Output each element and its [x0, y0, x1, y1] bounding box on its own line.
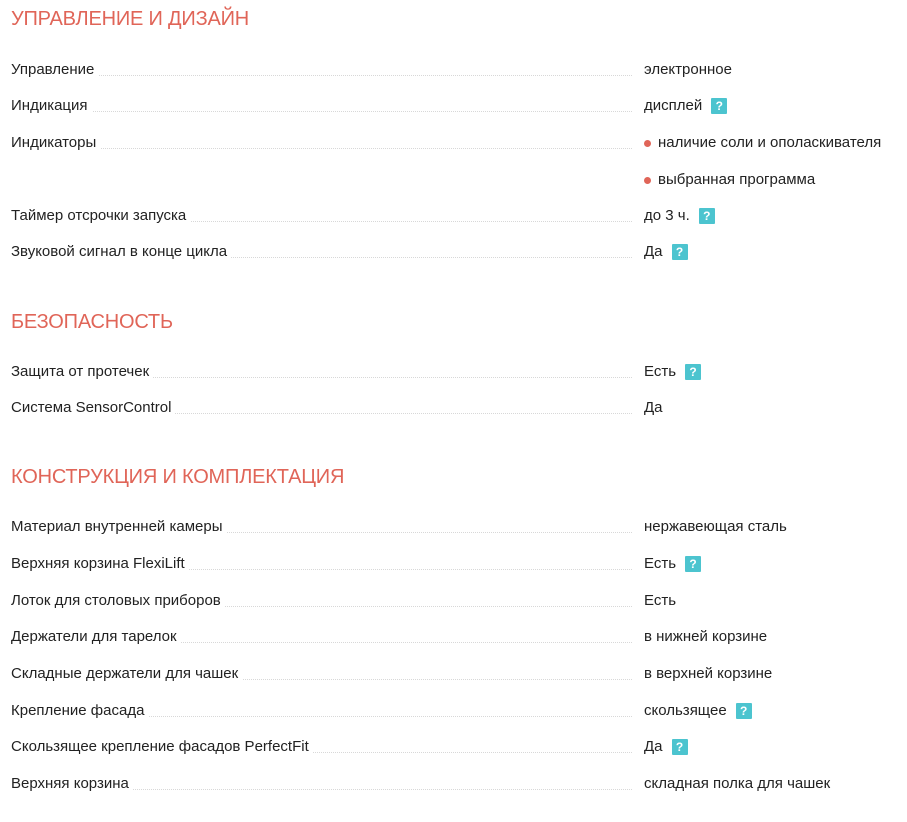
- spec-value: Есть: [644, 592, 677, 609]
- help-icon[interactable]: ?: [672, 739, 688, 755]
- spec-value-wrap: [644, 627, 767, 647]
- spec-value-wrap: [644, 242, 688, 262]
- spec-value: дисплей: [644, 97, 703, 114]
- dotted-leader: [11, 111, 632, 112]
- spec-row-plate-holders: [0, 627, 907, 649]
- spec-value: в верхней корзине: [644, 665, 773, 682]
- section-title-safety: БЕЗОПАСНОСТЬ: [11, 311, 173, 333]
- spec-value: электронное: [644, 61, 732, 78]
- section-title-construction: КОНСТРУКЦИЯ И КОМПЛЕКТАЦИЯ: [11, 466, 345, 488]
- spec-row-indicators-cont: [0, 170, 907, 192]
- spec-row-sensorcontrol: [0, 398, 907, 420]
- spec-row-leak-protection: [0, 362, 907, 384]
- spec-value-wrap: [644, 517, 787, 537]
- dotted-leader: [11, 75, 632, 76]
- section-title-controls: УПРАВЛЕНИЕ И ДИЗАЙН: [11, 8, 250, 30]
- dotted-leader: [11, 148, 632, 149]
- spec-label: Складные держатели для чашек: [11, 664, 242, 684]
- spec-label: Звуковой сигнал в конце цикла: [11, 242, 231, 262]
- spec-value-wrap: [644, 133, 881, 153]
- spec-value-wrap: [644, 206, 715, 226]
- spec-value: Да: [644, 399, 663, 416]
- spec-value-wrap: [644, 96, 727, 116]
- spec-value-wrap: [644, 398, 663, 418]
- spec-row-delay-timer: [0, 206, 907, 228]
- spec-label: Верхняя корзина FlexiLift: [11, 554, 189, 574]
- spec-row-perfectfit: [0, 737, 907, 759]
- spec-value-wrap: [644, 774, 830, 794]
- spec-label: Индикация: [11, 96, 92, 116]
- help-icon[interactable]: ?: [685, 556, 701, 572]
- spec-label: Скользящее крепление фасадов PerfectFit: [11, 737, 313, 757]
- bullet-icon: [644, 177, 651, 184]
- help-icon[interactable]: ?: [685, 364, 701, 380]
- spec-label: Управление: [11, 60, 98, 80]
- spec-row-upper-basket: [0, 774, 907, 796]
- spec-row-end-signal: [0, 242, 907, 264]
- spec-label: Защита от протечек: [11, 362, 153, 382]
- spec-row-door-mount: [0, 701, 907, 723]
- spec-label: Материал внутренней камеры: [11, 517, 226, 537]
- spec-value: Есть: [644, 555, 677, 572]
- spec-label: Крепление фасада: [11, 701, 148, 721]
- spec-value: Да: [644, 243, 663, 260]
- spec-label: Система SensorControl: [11, 398, 175, 418]
- spec-row-cup-holders: [0, 664, 907, 686]
- spec-row-flexilift: [0, 554, 907, 576]
- spec-label: Держатели для тарелок: [11, 627, 181, 647]
- help-icon[interactable]: ?: [736, 703, 752, 719]
- spec-value-wrap: [644, 554, 701, 574]
- help-icon[interactable]: ?: [672, 244, 688, 260]
- spec-label: Таймер отсрочки запуска: [11, 206, 190, 226]
- spec-value-wrap: [644, 664, 772, 684]
- spec-value-wrap: [644, 737, 688, 757]
- spec-value: Есть: [644, 363, 677, 380]
- spec-value-wrap: [644, 170, 815, 190]
- spec-label: Индикаторы: [11, 133, 100, 153]
- spec-value: нержавеющая сталь: [644, 518, 787, 535]
- spec-label: Лоток для столовых приборов: [11, 591, 225, 611]
- spec-value: скользящее: [644, 702, 727, 719]
- spec-value-wrap: [644, 591, 676, 611]
- spec-value: до 3 ч.: [644, 207, 690, 224]
- spec-label: Верхняя корзина: [11, 774, 133, 794]
- spec-value-wrap: [644, 701, 752, 721]
- spec-row-indicators: [0, 133, 907, 155]
- spec-value: Да: [644, 738, 663, 755]
- spec-row-cutlery-tray: [0, 591, 907, 613]
- spec-value: в нижней корзине: [644, 628, 768, 645]
- spec-value-wrap: [644, 362, 701, 382]
- spec-row-control: [0, 60, 907, 82]
- spec-value-wrap: [644, 60, 732, 80]
- help-icon[interactable]: ?: [699, 208, 715, 224]
- bullet-icon: [644, 140, 651, 147]
- spec-row-tub-material: [0, 517, 907, 539]
- spec-value: складная полка для чашек: [644, 775, 831, 792]
- spec-value: наличие соли и ополаскивателя: [658, 134, 882, 151]
- spec-value: выбранная программа: [658, 171, 816, 188]
- spec-row-indication: [0, 96, 907, 118]
- help-icon[interactable]: ?: [711, 98, 727, 114]
